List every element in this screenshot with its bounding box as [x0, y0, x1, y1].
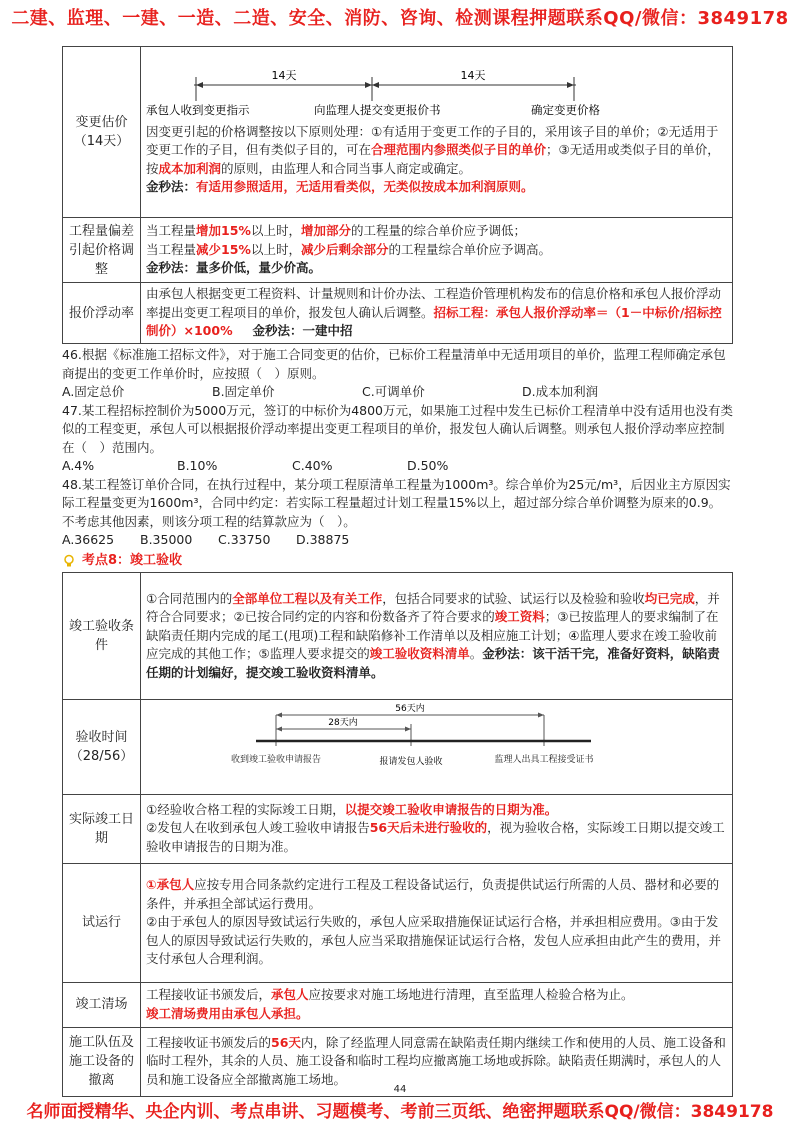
row-label: 竣工清场: [63, 982, 141, 1027]
row-label: 试运行: [63, 863, 141, 982]
timeline-point-1: 承包人收到变更指示: [146, 103, 250, 118]
change-valuation-table: [62, 46, 733, 344]
timeline-label-seg2: 14天: [460, 69, 486, 83]
row-label: 报价浮动率: [63, 283, 141, 344]
row-label: 工程量偏差引起价格调整: [63, 218, 141, 283]
table-row: [63, 863, 733, 982]
section-title: 考点8：竣工验收: [82, 552, 183, 568]
question-options: A.4% B.10% C.40% D.50%: [62, 458, 449, 473]
table-row: [63, 794, 733, 863]
row-content: ①承包人应按专用合同条款约定进行工程及工程设备试运行，负责提供试运行所需的人员、器材和必要的条件，并承担全部试运行费用。 ②由于承包人的原因导致试运行失败的，承包人应采取措施保证试运行合格，并承担相应费用。③由于发包人的原因导致试运行失败的，承包人应当采取措施保证试运行合格，发包人应承担由此产生的费用，并支付承包人合理利润。: [141, 863, 733, 982]
row-content: 由承包人根据变更工程资料、计量规则和计价办法、工程造价管理机构发布的信息价格和承包人报价浮动率提出变更工程项目的单价，报发包人确认后调整。招标工程：承包人报价浮动率＝（1－中标价/招标控制价）×100% 金秒法：一建中招: [141, 283, 733, 344]
acceptance-timeline-diagram: [146, 702, 721, 786]
page-header-banner: 二建、监理、一建、一造、二造、安全、消防、咨询、检测课程押题联系QQ/微信：3849178: [11, 8, 789, 29]
timeline-point-1-box: [226, 754, 326, 784]
arrow-head: [276, 727, 282, 732]
table-row: [63, 982, 733, 1027]
question-list: [62, 346, 733, 550]
timeline-point-2: 报请发包人验收: [379, 757, 443, 767]
question-stem: 48.某工程签订单价合同，在执行过程中，某分项工程原清单工程量为1000m³。综合单价为25元/m³，后因业主方原因实际工程量变更为1600m³，合同中约定：若实际工程量超过计划工程量15%以上，超过部分综合单价调整为原来的0.9。不考虑其他因素，则该分项工程的结算款应为（ ）。: [62, 476, 731, 529]
row-label: 施工队伍及施工设备的撤离: [63, 1027, 141, 1096]
question-stem: 47.某工程招标控制价为5000万元，签订的中标价为4800万元，如果施工过程中发生已标价工程清单中没有适用也没有类似的工程变更，承包人可以根据报价浮动率提出变更工程项目的单价，报发包人确认后调整。则承包人报价浮动率应控制在（ ）范围内。: [62, 402, 734, 455]
arrow-head: [196, 82, 203, 88]
mnemonic: 金秒法：该干活干完，准备好资料，缺陷责任期的计划编好，提交竣工验收资料清单。: [146, 646, 720, 680]
change-timeline-diagram: [146, 67, 721, 117]
arrow-head: [567, 82, 574, 88]
row-content: 工程接收证书颁发后，承包人应按要求对施工场地进行清理，直至监理人检验合格为止。 竣工清场费用由承包人承担。: [141, 982, 733, 1027]
row-content: 当工程量增加15%以上时，增加部分的工程量的综合单价应予调低； 当工程量减少15%以上时，减少后剩余部分的工程量综合单价应予调高。 金秒法：量多价低，量少价高。: [141, 218, 733, 283]
timeline-point-3: 确定变更价格: [531, 103, 600, 118]
mnemonic: 金秒法：一建中招: [252, 323, 353, 339]
table-row: [63, 573, 733, 700]
mnemonic: 金秒法：量多价低，量少价高。: [146, 260, 322, 276]
page-number: 44: [393, 1084, 407, 1095]
valuation-principles: 因变更引起的价格调整按以下原则处理：①有适用于变更工作的子目的，采用该子目的单价；②无适用于变更工作的子目，但有类似子目的，可在合理范围内参照类似子目的单价；③无适用或类似子目的单价，按成本加利润的原则，由监理人和合同当事人商定或确定。: [146, 123, 720, 176]
question-stem: 46.根据《标准施工招标文件》，对于施工合同变更的估价，已标价工程量清单中无适用项目的单价，监理工程师确定承包商提出的变更工作单价时，应按照（ ）原则。: [62, 347, 726, 381]
row-label: 验收时间（28/56）: [63, 700, 141, 795]
label-28-days: 28天内: [328, 718, 358, 728]
table-row: [63, 283, 733, 344]
timeline-point-3: 监理人出具工程接受证书: [494, 755, 594, 765]
timeline-point-1: 收到竣工验收申请报告: [230, 755, 321, 765]
row-content: 工程接收证书颁发后的56天内，除了经监理人同意需在缺陷责任期内继续工作和使用的人员、施工设备和临时工程外，其余的人员、施工设备和临时工程均应撤离施工场地或拆除。缺陷责任期满时，承包人的人员和施工设备应全部撤离施工场地。: [141, 1027, 733, 1096]
arrow-head: [365, 82, 372, 88]
page-footer-banner: 名师面授精华、央企内训、考点串讲、习题模考、考前三页纸、绝密押题联系QQ/微信：3849178: [26, 1102, 774, 1122]
arrow-head: [405, 727, 411, 732]
row-label: 实际竣工日期: [63, 794, 141, 863]
timeline-label-seg1: 14天: [271, 69, 297, 83]
completion-acceptance-table: [62, 572, 733, 1097]
question-options: A.固定总价 B.固定单价 C.可调单价 D.成本加利润: [62, 384, 599, 399]
row-label: 竣工验收条件: [63, 573, 141, 700]
arrow-head: [276, 713, 282, 718]
section-heading: [62, 552, 733, 571]
arrow-head: [538, 713, 544, 718]
timeline-point-3-box: [494, 754, 594, 784]
question-options: A.36625 B.35000 C.33750 D.38875: [62, 532, 350, 547]
label-56-days: 56天内: [395, 704, 425, 714]
table-row: [63, 700, 733, 795]
row-content: ①经验收合格工程的实际竣工日期，以提交竣工验收申请报告的日期为准。 ②发包人在收到承包人竣工验收申请报告56天后未进行验收的，视为验收合格，实际竣工日期以提交竣工验收申请报告的日期为准。: [141, 794, 733, 863]
arrow-head: [372, 82, 379, 88]
row-label: 变更估价（14天）: [63, 47, 141, 218]
page-content: [62, 46, 733, 1097]
row-content: ①合同范围内的全部单位工程以及有关工作，包括合同要求的试验、试运行以及检验和验收均已完成，并符合合同要求；②已按合同约定的内容和份数备齐了符合要求的竣工资料；③已按监理人的要求编制了在缺陷责任期内完成的尾工(甩项)工程和缺陷修补工作清单以及相应施工计划；④监理人要求在竣工验收前应完成的其他工作；⑤监理人要求提交的竣工验收资料清单。金秒法：该干活干完，准备好资料，缺陷责任期的计划编好，提交竣工验收资料清单。: [141, 573, 733, 700]
table-row: [63, 47, 733, 218]
mnemonic: 金秒法：有适用参照适用，无适用看类似，无类似按成本加利润原则。: [146, 179, 534, 195]
lightbulb-icon: [62, 554, 76, 568]
row-content: [141, 700, 733, 795]
row-content: [141, 47, 733, 218]
timeline-point-2: 向监理人提交变更报价书: [314, 103, 441, 118]
table-row: [63, 218, 733, 283]
